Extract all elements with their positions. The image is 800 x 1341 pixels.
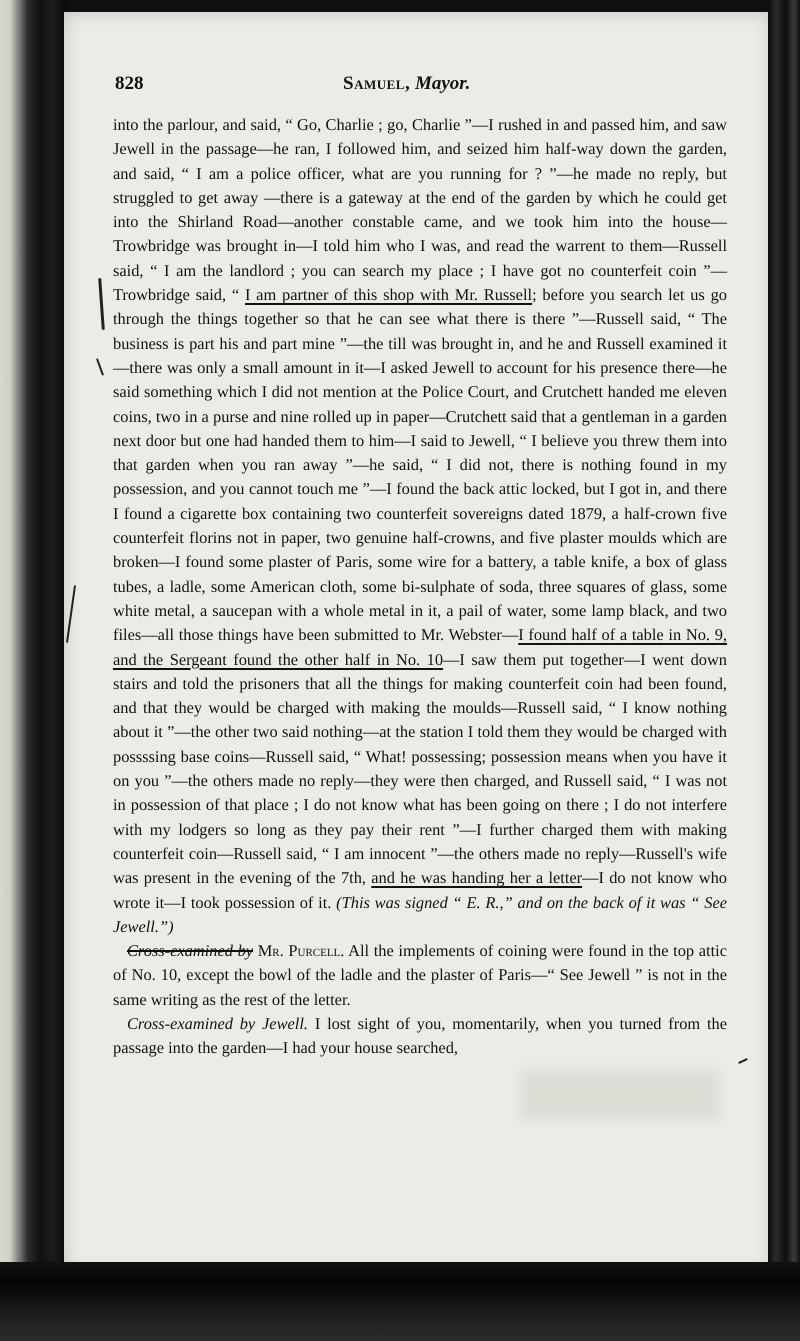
ink-smudge xyxy=(520,1070,720,1120)
counsel-name: Mr. Purcell. xyxy=(257,941,345,961)
italic-note: (This was signed “ E. R.,” and on the back of it was “ See Jewell.”) xyxy=(113,892,727,936)
cross-examination-paragraph xyxy=(113,939,727,1012)
scan-bottom-edge xyxy=(0,1262,800,1341)
page-number: 828 xyxy=(115,73,144,94)
book-spine xyxy=(0,0,66,1341)
testimony-paragraph xyxy=(113,113,727,939)
underlined-passage: I found half of a table in No. 9, and the Sergeant found the other half in No. 10 xyxy=(113,625,728,669)
running-head-name: Samuel, xyxy=(343,73,411,94)
page-header xyxy=(115,73,715,103)
cross-examined-heading: Cross-examined by xyxy=(127,941,254,961)
testimony-text-d: —I do not know who wrote it—I took possession of it. xyxy=(113,868,727,912)
cross-examination-text: I lost sight of you, momentarily, when you turned from the passage into the garden—I had your house searched, xyxy=(113,1013,728,1058)
testimony-text-b: ; before you search let us go through the things together so that he can see what there is there ”—Russell said, “ The business is part his and part mine ”—the till was brought in, and he and Russell examined it—there was only a small amount in it—I asked Jewell to account for his presence there—he said something which I did not mention at the Police Court, and Crutchett handed me eleven coins, two in a purse and nine rolled up in paper—Crutchett said that a gentleman in a garden next door but one had handed them to him—I said to Jewell, “ I believe you threw them into that garden when you ran away ”—he said, “ I did not, there is nothing found in my possession, and you cannot touch me ”—I found the back attic locked, but I got in, and there I found a cigarette box containing two counterfeit sovereigns dated 1879, a half-crown five counterfeit florins not in paper, two genuine half-crowns, and five plaster moulds which are broken—I found some plaster of Paris, some wire for a battery, a table knife, a box of glass tubes, a ladle, some American cloth, some bi-sulphate of soda, three squares of glass, some white metal, a saucepan with a whole metal in it, a pail of water, some lamp black, and two files—all those things have been submitted to Mr. Webster— xyxy=(113,285,727,645)
page-edges xyxy=(768,0,800,1280)
running-head-title: Mayor. xyxy=(414,73,471,94)
testimony-text-a: into the parlour, and said, “ Go, Charlie ; go, Charlie ”—I rushed in and passed him, and saw Jewell in the passage—he ran, I followed him, and seized him half-way down the garden, and said, “ I am a police officer, what are you running for ? ”—he made no reply, but struggled to get away —there is a gateway at the end of the garden by which he could get into the Shirland Road—another constable came, and we took him into the house—Trowbridge was brought in—I told him who I was, and read the warrent to them—Russell said, “ I am the landlord ; you can search my place ; I have got no counterfeit coin ”—Trowbridge said, “ xyxy=(113,115,727,305)
page-body xyxy=(113,113,727,1061)
running-head xyxy=(343,73,470,95)
cross-examination-text: All the implements of coining were found in the top attic of No. 10, except the bowl of the ladle and the plaster of Paris—“ See Jewell ” is not in the same writing as the rest of the letter. xyxy=(113,941,727,1009)
testimony-text-c: —I saw them put together—I went down stairs and told the prisoners that all the things for making counterfeit coin had been found, and that they would be charged with making the moulds—Russell said, “ I know nothing about it ”—the other two said nothing—at the station I told them they would be charged with possssing base coins—Russell said, “ What! possessing; possession means when you have it on you ”—the others made no reply—they were then charged, and Russell said, “ I was not in possession of that place ; I do not know what has been going on there ; I do not interfere with my lodgers so long as they pay their rent ”—I further charged them with making counterfeit coin—Russell said, “ I am innocent ”—the others made no reply—Russell's wife was present in the evening of the 7th, xyxy=(113,649,727,888)
cross-examined-heading: Cross-examined by Jewell. xyxy=(127,1013,308,1033)
underlined-passage: and he was handing her a letter xyxy=(371,868,583,888)
underlined-passage: I am partner of this shop with Mr. Russell xyxy=(244,285,533,305)
cross-examination-paragraph xyxy=(113,1012,727,1061)
